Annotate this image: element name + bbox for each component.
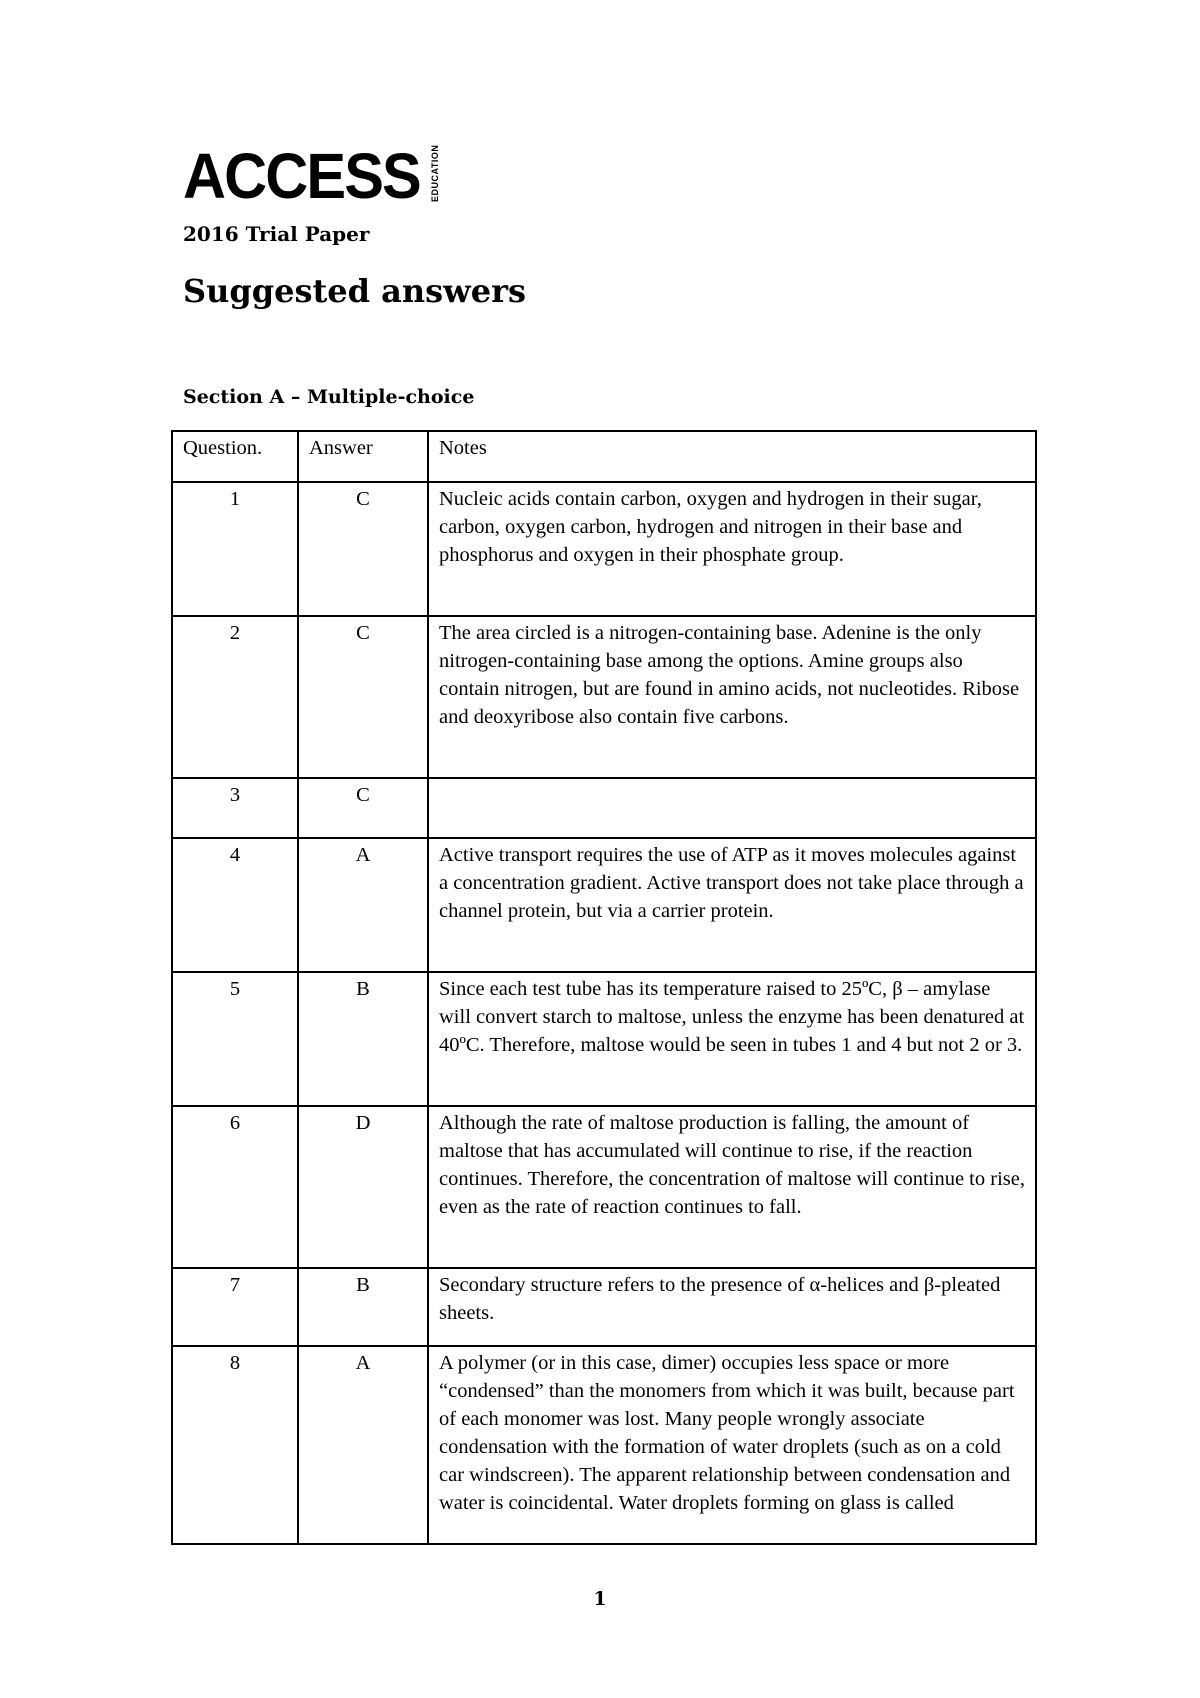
table-row bbox=[172, 1106, 1036, 1268]
answer-letter: C bbox=[298, 482, 428, 616]
table-row bbox=[172, 838, 1036, 972]
header-question: Question. bbox=[172, 431, 298, 482]
access-education-logo bbox=[183, 140, 440, 212]
question-number: 6 bbox=[172, 1106, 298, 1268]
logo-subtitle: EDUCATION bbox=[429, 144, 440, 202]
answer-notes: Active transport requires the use of ATP as it moves molecules against a concentration gradient. Active transport does not take place through a channel protein, but via a carrier protein. bbox=[428, 838, 1036, 972]
question-number: 7 bbox=[172, 1268, 298, 1346]
table-row bbox=[172, 1346, 1036, 1544]
logo-wordmark: ACCESS bbox=[183, 140, 420, 212]
answer-letter: B bbox=[298, 972, 428, 1106]
section-heading: Section A – Multiple-choice bbox=[183, 386, 475, 408]
header-notes: Notes bbox=[428, 431, 1036, 482]
question-number: 3 bbox=[172, 778, 298, 838]
page-title: Suggested answers bbox=[183, 272, 526, 310]
answer-notes: The area circled is a nitrogen-containing base. Adenine is the only nitrogen-containing base among the options. Amine groups also contain nitrogen, but are found in amino acids, not nucleotides. Ribose and deoxyribose also contain five carbons. bbox=[428, 616, 1036, 778]
answer-notes: Nucleic acids contain carbon, oxygen and hydrogen in their sugar, carbon, oxygen carbon, hydrogen and nitrogen in their base and phosphorus and oxygen in their phosphate group. bbox=[428, 482, 1036, 616]
answer-notes bbox=[428, 778, 1036, 838]
answer-notes: Secondary structure refers to the presence of α-helices and β-pleated sheets. bbox=[428, 1268, 1036, 1346]
question-number: 2 bbox=[172, 616, 298, 778]
table-header-row bbox=[172, 431, 1036, 482]
question-number: 5 bbox=[172, 972, 298, 1106]
table-row bbox=[172, 778, 1036, 838]
header-answer: Answer bbox=[298, 431, 428, 482]
table-row bbox=[172, 616, 1036, 778]
page-number: 1 bbox=[593, 1588, 607, 1610]
question-number: 1 bbox=[172, 482, 298, 616]
answers-table bbox=[171, 430, 1037, 1545]
answer-letter: A bbox=[298, 838, 428, 972]
answer-notes: Although the rate of maltose production is falling, the amount of maltose that has accumulated will continue to rise, if the reaction continues. Therefore, the concentration of maltose will continue to rise, even as the rate of reaction continues to fall. bbox=[428, 1106, 1036, 1268]
answer-letter: B bbox=[298, 1268, 428, 1346]
question-number: 4 bbox=[172, 838, 298, 972]
table-row bbox=[172, 482, 1036, 616]
table-row bbox=[172, 1268, 1036, 1346]
answer-letter: A bbox=[298, 1346, 428, 1544]
answer-notes: Since each test tube has its temperature raised to 25ºC, β – amylase will convert starch to maltose, unless the enzyme has been denatured at 40ºC. Therefore, maltose would be seen in tubes 1 and 4 but not 2 or 3. bbox=[428, 972, 1036, 1106]
answer-letter: D bbox=[298, 1106, 428, 1268]
answer-notes: A polymer (or in this case, dimer) occupies less space or more “condensed” than the monomers from which it was built, because part of each monomer was lost. Many people wrongly associate condensation with the formation of water droplets (such as on a cold car windscreen). The apparent relationship between condensation and water is coincidental. Water droplets forming on glass is called bbox=[428, 1346, 1036, 1544]
question-number: 8 bbox=[172, 1346, 298, 1544]
answer-letter: C bbox=[298, 778, 428, 838]
table-row bbox=[172, 972, 1036, 1106]
trial-paper-label: 2016 Trial Paper bbox=[183, 222, 370, 246]
answer-letter: C bbox=[298, 616, 428, 778]
